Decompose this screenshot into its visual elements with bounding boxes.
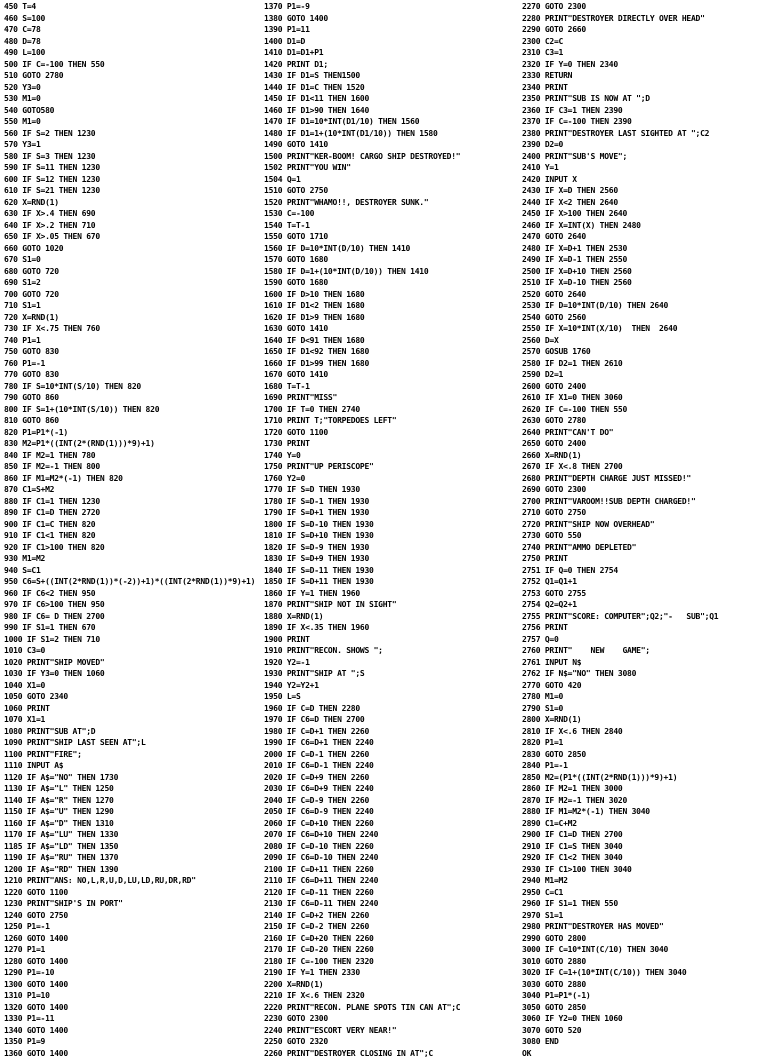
code-line: 610 IF S=21 THEN 1230 xyxy=(4,185,262,197)
code-line: 2510 IF X=D-10 THEN 2560 xyxy=(522,277,777,289)
code-line: 780 IF S=10*INT(S/10) THEN 820 xyxy=(4,381,262,393)
code-line: 2240 PRINT"ESCORT VERY NEAR!" xyxy=(264,1025,519,1037)
code-line: 980 IF C6= D THEN 2700 xyxy=(4,611,262,623)
code-line: 2190 IF Y=1 THEN 2330 xyxy=(264,967,519,979)
code-line: 1880 X=RND(1) xyxy=(264,611,519,623)
code-line: 760 P1=-1 xyxy=(4,358,262,370)
code-line: 2370 IF C=-100 THEN 2390 xyxy=(522,116,777,128)
code-line: 1504 Q=1 xyxy=(264,174,519,186)
code-line: 2650 GOTO 2400 xyxy=(522,438,777,450)
code-line: 1990 IF C6=D+1 THEN 2240 xyxy=(264,737,519,749)
code-line: 1030 IF Y3=0 THEN 1060 xyxy=(4,668,262,680)
code-line: 1520 PRINT"WHAMO!!, DESTROYER SUNK." xyxy=(264,197,519,209)
code-line: 990 IF S1=1 THEN 670 xyxy=(4,622,262,634)
code-line: 3070 GOTO 520 xyxy=(522,1025,777,1037)
code-line: 1930 PRINT"SHIP AT ";S xyxy=(264,668,519,680)
code-line: 2120 IF C=D-11 THEN 2260 xyxy=(264,887,519,899)
code-line: 2550 IF X=10*INT(X/10) THEN 2640 xyxy=(522,323,777,335)
code-line: 1410 D1=D1+P1 xyxy=(264,47,519,59)
code-line: 2780 M1=0 xyxy=(522,691,777,703)
code-line: 3000 IF C=10*INT(C/10) THEN 3040 xyxy=(522,944,777,956)
code-line: 2360 IF C3=1 THEN 2390 xyxy=(522,105,777,117)
code-line: 890 IF C1=D THEN 2720 xyxy=(4,507,262,519)
code-line: 520 Y3=0 xyxy=(4,82,262,94)
code-line: 2590 D2=1 xyxy=(522,369,777,381)
code-line: 2090 IF C6=D-10 THEN 2240 xyxy=(264,852,519,864)
code-line: 730 IF X<.75 THEN 760 xyxy=(4,323,262,335)
code-line: 2670 IF X<.8 THEN 2700 xyxy=(522,461,777,473)
code-line: 820 P1=P1*(-1) xyxy=(4,427,262,439)
code-line: 800 IF S=1+(10*INT(S/10)) THEN 820 xyxy=(4,404,262,416)
code-line: 2570 GOSUB 1760 xyxy=(522,346,777,358)
code-line: 1220 GOTO 1100 xyxy=(4,887,262,899)
code-line: 1460 IF D1>90 THEN 1640 xyxy=(264,105,519,117)
code-line: 3040 P1=P1*(-1) xyxy=(522,990,777,1002)
code-line: 1230 PRINT"SHIP'S IN PORT" xyxy=(4,898,262,910)
code-line: 2910 IF C1=S THEN 3040 xyxy=(522,841,777,853)
listing-column-2 xyxy=(264,1,519,1059)
code-line: 2400 PRINT"SUB'S MOVE"; xyxy=(522,151,777,163)
code-line: 1960 IF C=D THEN 2280 xyxy=(264,703,519,715)
code-line: 920 IF C1>100 THEN 820 xyxy=(4,542,262,554)
code-line: 3060 IF Y2=0 THEN 1060 xyxy=(522,1013,777,1025)
code-line: 1530 C=-100 xyxy=(264,208,519,220)
code-line: 1840 IF S=D-11 THEN 1930 xyxy=(264,565,519,577)
code-line: 2220 PRINT"RECON. PLANE SPOTS TIN CAN AT";C xyxy=(264,1002,519,1014)
code-line: 1450 IF D1<11 THEN 1600 xyxy=(264,93,519,105)
code-line: 2330 RETURN xyxy=(522,70,777,82)
code-line: 2050 IF C6=D-9 THEN 2240 xyxy=(264,806,519,818)
code-line: 2610 IF X1=0 THEN 3060 xyxy=(522,392,777,404)
code-line: 2730 GOTO 550 xyxy=(522,530,777,542)
code-line: 480 D=78 xyxy=(4,36,262,48)
code-line: 750 GOTO 830 xyxy=(4,346,262,358)
code-line: 1650 IF D1<92 THEN 1680 xyxy=(264,346,519,358)
code-line: 2680 PRINT"DEPTH CHARGE JUST MISSED!" xyxy=(522,473,777,485)
code-line: 1810 IF S=D+10 THEN 1930 xyxy=(264,530,519,542)
code-line: 1080 PRINT"SUB AT";D xyxy=(4,726,262,738)
code-line: 2300 C2=C xyxy=(522,36,777,48)
code-line: 3030 GOTO 2880 xyxy=(522,979,777,991)
code-line: 970 IF C6>100 THEN 950 xyxy=(4,599,262,611)
code-line: 1690 PRINT"MISS" xyxy=(264,392,519,404)
code-line: 1060 PRINT xyxy=(4,703,262,715)
code-line: 1490 GOTO 1410 xyxy=(264,139,519,151)
code-line: 2890 C1=C+M2 xyxy=(522,818,777,830)
code-line: 570 Y3=1 xyxy=(4,139,262,151)
listing-column-3 xyxy=(522,1,777,1059)
code-line: 2100 IF C=D+11 THEN 2260 xyxy=(264,864,519,876)
code-line: 1760 Y2=0 xyxy=(264,473,519,485)
code-line: 1140 IF A$="R" THEN 1270 xyxy=(4,795,262,807)
code-line: 1280 GOTO 1400 xyxy=(4,956,262,968)
code-line: 1020 PRINT"SHIP MOVED" xyxy=(4,657,262,669)
code-line: 2757 Q=0 xyxy=(522,634,777,646)
code-line: 2753 GOTO 2755 xyxy=(522,588,777,600)
code-line: 1720 GOTO 1100 xyxy=(264,427,519,439)
code-line: 740 P1=1 xyxy=(4,335,262,347)
code-line: 660 GOTO 1020 xyxy=(4,243,262,255)
code-line: 560 IF S=2 THEN 1230 xyxy=(4,128,262,140)
code-line: 1260 GOTO 1400 xyxy=(4,933,262,945)
code-line: 620 X=RND(1) xyxy=(4,197,262,209)
code-line: 1370 P1=-9 xyxy=(264,1,519,13)
code-line: 1480 IF D1=1+(10*INT(D1/10)) THEN 1580 xyxy=(264,128,519,140)
code-line: 2500 IF X=D+10 THEN 2560 xyxy=(522,266,777,278)
code-line: 1800 IF S=D-10 THEN 1930 xyxy=(264,519,519,531)
code-line: 2030 IF C6=D+9 THEN 2240 xyxy=(264,783,519,795)
code-line: 1320 GOTO 1400 xyxy=(4,1002,262,1014)
code-line: 1090 PRINT"SHIP LAST SEEN AT";L xyxy=(4,737,262,749)
code-line: 1100 PRINT"FIRE"; xyxy=(4,749,262,761)
code-line: 630 IF X>.4 THEN 690 xyxy=(4,208,262,220)
code-line: 1570 GOTO 1680 xyxy=(264,254,519,266)
code-line: 2440 IF X<2 THEN 2640 xyxy=(522,197,777,209)
code-line: 2940 M1=M2 xyxy=(522,875,777,887)
code-line: 2690 GOTO 2300 xyxy=(522,484,777,496)
code-line: 1380 GOTO 1400 xyxy=(264,13,519,25)
code-line: 2710 GOTO 2750 xyxy=(522,507,777,519)
code-line: 1590 GOTO 1680 xyxy=(264,277,519,289)
code-line: 1820 IF S=D-9 THEN 1930 xyxy=(264,542,519,554)
code-line: 1050 GOTO 2340 xyxy=(4,691,262,703)
code-line: 1830 IF S=D+9 THEN 1930 xyxy=(264,553,519,565)
code-line: 540 GOTO580 xyxy=(4,105,262,117)
code-line: 3010 GOTO 2880 xyxy=(522,956,777,968)
code-line: 2390 D2=0 xyxy=(522,139,777,151)
code-line: 1910 PRINT"RECON. SHOWS "; xyxy=(264,645,519,657)
code-line: 2800 X=RND(1) xyxy=(522,714,777,726)
code-line: 3050 GOTO 2850 xyxy=(522,1002,777,1014)
code-line: 1860 IF Y=1 THEN 1960 xyxy=(264,588,519,600)
code-line: 1190 IF A$="RU" THEN 1370 xyxy=(4,852,262,864)
code-line: 2810 IF X<.6 THEN 2840 xyxy=(522,726,777,738)
code-line: 2460 IF X=INT(X) THEN 2480 xyxy=(522,220,777,232)
code-line: 910 IF C1<1 THEN 820 xyxy=(4,530,262,542)
code-line: 2180 IF C=-100 THEN 2320 xyxy=(264,956,519,968)
code-line: 1630 GOTO 1410 xyxy=(264,323,519,335)
code-line: 1430 IF D1=S THEN1500 xyxy=(264,70,519,82)
code-line: 2380 PRINT"DESTROYER LAST SIGHTED AT ";C2 xyxy=(522,128,777,140)
code-line: 590 IF S=11 THEN 1230 xyxy=(4,162,262,174)
code-line: 2010 IF C6=D-1 THEN 2240 xyxy=(264,760,519,772)
code-line: 2980 PRINT"DESTROYER HAS MOVED" xyxy=(522,921,777,933)
code-line: 2990 GOTO 2800 xyxy=(522,933,777,945)
code-line: 650 IF X>.05 THEN 670 xyxy=(4,231,262,243)
code-line: 690 S1=2 xyxy=(4,277,262,289)
code-line: 3020 IF C=1+(10*INT(C/10)) THEN 3040 xyxy=(522,967,777,979)
code-line: 2170 IF C=D-20 THEN 2260 xyxy=(264,944,519,956)
code-line: 2530 IF D=10*INT(D/10) THEN 2640 xyxy=(522,300,777,312)
code-line: 1130 IF A$="L" THEN 1250 xyxy=(4,783,262,795)
code-line: 2470 GOTO 2640 xyxy=(522,231,777,243)
code-line: 1850 IF S=D+11 THEN 1930 xyxy=(264,576,519,588)
code-line: 1790 IF S=D+1 THEN 1930 xyxy=(264,507,519,519)
code-line: 1510 GOTO 2750 xyxy=(264,185,519,197)
code-line: 580 IF S=3 THEN 1230 xyxy=(4,151,262,163)
code-line: 2480 IF X=D+1 THEN 2530 xyxy=(522,243,777,255)
code-line: 2060 IF C=D+10 THEN 2260 xyxy=(264,818,519,830)
code-line: 2160 IF C=D+20 THEN 2260 xyxy=(264,933,519,945)
code-line: 2720 PRINT"SHIP NOW OVERHEAD" xyxy=(522,519,777,531)
code-line: 1610 IF D1<2 THEN 1680 xyxy=(264,300,519,312)
code-line: 1730 PRINT xyxy=(264,438,519,450)
code-line: 720 X=RND(1) xyxy=(4,312,262,324)
code-line: 640 IF X>.2 THEN 710 xyxy=(4,220,262,232)
code-line: 830 M2=P1*((INT(2*(RND(1)))*9)+1) xyxy=(4,438,262,450)
code-line: 900 IF C1=C THEN 820 xyxy=(4,519,262,531)
code-line: 1740 Y=0 xyxy=(264,450,519,462)
code-line: 1700 IF T=0 THEN 2740 xyxy=(264,404,519,416)
code-line: 2350 PRINT"SUB IS NOW AT ";D xyxy=(522,93,777,105)
code-line: 2310 C3=1 xyxy=(522,47,777,59)
code-line: 1010 C3=0 xyxy=(4,645,262,657)
code-line: 1770 IF S=D THEN 1930 xyxy=(264,484,519,496)
code-line: 2080 IF C=D-10 THEN 2260 xyxy=(264,841,519,853)
code-line: 2040 IF C=D-9 THEN 2260 xyxy=(264,795,519,807)
code-line: 1620 IF D1>9 THEN 1680 xyxy=(264,312,519,324)
code-line: 860 IF M1=M2*(-1) THEN 820 xyxy=(4,473,262,485)
code-line: 1900 PRINT xyxy=(264,634,519,646)
code-line: 2830 GOTO 2850 xyxy=(522,749,777,761)
code-line: 460 S=100 xyxy=(4,13,262,25)
code-line: 1340 GOTO 1400 xyxy=(4,1025,262,1037)
code-line: 880 IF C1=1 THEN 1230 xyxy=(4,496,262,508)
code-line: 2340 PRINT xyxy=(522,82,777,94)
code-line: 2755 PRINT"SCORE: COMPUTER";Q2;"- SUB";Q1 xyxy=(522,611,777,623)
code-line: 2250 GOTO 2320 xyxy=(264,1036,519,1048)
code-line: 2762 IF N$="NO" THEN 3080 xyxy=(522,668,777,680)
code-line: 2760 PRINT" NEW GAME"; xyxy=(522,645,777,657)
code-line: 2020 IF C=D+9 THEN 2260 xyxy=(264,772,519,784)
code-line: 950 C6=S+((INT(2*RND(1))*(-2))+1)*((INT(2*RND(1))*9)+1) xyxy=(4,576,262,588)
code-line: 2110 IF C6=D+11 THEN 2240 xyxy=(264,875,519,887)
code-line: 2930 IF C1>100 THEN 3040 xyxy=(522,864,777,876)
code-line: 2580 IF D2=1 THEN 2610 xyxy=(522,358,777,370)
code-line: 1640 IF D<91 THEN 1680 xyxy=(264,335,519,347)
code-line: 1580 IF D=1+(10*INT(D/10)) THEN 1410 xyxy=(264,266,519,278)
code-line: 810 GOTO 860 xyxy=(4,415,262,427)
code-line: 470 C=78 xyxy=(4,24,262,36)
code-line: 1710 PRINT T;"TORPEDOES LEFT" xyxy=(264,415,519,427)
code-line: 2000 IF C=D-1 THEN 2260 xyxy=(264,749,519,761)
code-line: 770 GOTO 830 xyxy=(4,369,262,381)
code-line: 2200 X=RND(1) xyxy=(264,979,519,991)
code-line: 1390 P1=11 xyxy=(264,24,519,36)
code-line: 2752 Q1=Q1+1 xyxy=(522,576,777,588)
code-line: 1780 IF S=D-1 THEN 1930 xyxy=(264,496,519,508)
code-line: 2660 X=RND(1) xyxy=(522,450,777,462)
code-line: 1470 IF D1=10*INT(D1/10) THEN 1560 xyxy=(264,116,519,128)
code-line: 2540 GOTO 2560 xyxy=(522,312,777,324)
code-line: 670 S1=0 xyxy=(4,254,262,266)
code-line: 1300 GOTO 1400 xyxy=(4,979,262,991)
code-line: 1270 P1=1 xyxy=(4,944,262,956)
code-line: 1160 IF A$="D" THEN 1310 xyxy=(4,818,262,830)
code-line: 2900 IF C1=D THEN 2700 xyxy=(522,829,777,841)
code-line: 2420 INPUT X xyxy=(522,174,777,186)
code-line: 1240 GOTO 2750 xyxy=(4,910,262,922)
code-line: 2150 IF C=D-2 THEN 2260 xyxy=(264,921,519,933)
code-line: 1980 IF C=D+1 THEN 2260 xyxy=(264,726,519,738)
code-line: 2960 IF S1=1 THEN 550 xyxy=(522,898,777,910)
code-line: 2970 S1=1 xyxy=(522,910,777,922)
code-line: 1920 Y2=-1 xyxy=(264,657,519,669)
code-line: 2754 Q2=Q2+1 xyxy=(522,599,777,611)
code-line: 1440 IF D1=C THEN 1520 xyxy=(264,82,519,94)
code-line: 1560 IF D=10*INT(D/10) THEN 1410 xyxy=(264,243,519,255)
code-line: 940 S=C1 xyxy=(4,565,262,577)
code-line: 1040 X1=0 xyxy=(4,680,262,692)
code-line: 1500 PRINT"KER-BOOM! CARGO SHIP DESTROYED!" xyxy=(264,151,519,163)
code-line: 510 GOTO 2780 xyxy=(4,70,262,82)
code-line: 3080 END xyxy=(522,1036,777,1048)
code-line: 2740 PRINT"AMMO DEPLETED" xyxy=(522,542,777,554)
code-line: 2870 IF M2=-1 THEN 3020 xyxy=(522,795,777,807)
code-line: 1210 PRINT"ANS: NO,L,R,U,D,LU,LD,RU,DR,RD" xyxy=(4,875,262,887)
code-line: 840 IF M2=1 THEN 780 xyxy=(4,450,262,462)
listing-column-1 xyxy=(4,1,262,1059)
code-line: 960 IF C6<2 THEN 950 xyxy=(4,588,262,600)
code-line: 490 L=100 xyxy=(4,47,262,59)
code-line: 2850 M2=(P1*((INT(2*RND(1)))*9)+1) xyxy=(522,772,777,784)
code-line: 1750 PRINT"UP PERISCOPE" xyxy=(264,461,519,473)
code-line: 1170 IF A$="LU" THEN 1330 xyxy=(4,829,262,841)
code-line: 2770 GOTO 420 xyxy=(522,680,777,692)
code-line: 2600 GOTO 2400 xyxy=(522,381,777,393)
code-line: 550 M1=0 xyxy=(4,116,262,128)
code-line: 2761 INPUT N$ xyxy=(522,657,777,669)
code-line: 1870 PRINT"SHIP NOT IN SIGHT" xyxy=(264,599,519,611)
code-line: 2790 S1=0 xyxy=(522,703,777,715)
code-line: 1360 GOTO 1400 xyxy=(4,1048,262,1059)
code-line: 2280 PRINT"DESTROYER DIRECTLY OVER HEAD" xyxy=(522,13,777,25)
code-line: 790 GOTO 860 xyxy=(4,392,262,404)
code-line: 2130 IF C6=D-11 THEN 2240 xyxy=(264,898,519,910)
code-line: 1330 P1=-11 xyxy=(4,1013,262,1025)
code-line: 2700 PRINT"VAROOM!!SUB DEPTH CHARGED!" xyxy=(522,496,777,508)
code-line: 2630 GOTO 2780 xyxy=(522,415,777,427)
code-line: 1350 P1=9 xyxy=(4,1036,262,1048)
code-line: 2880 IF M1=M2*(-1) THEN 3040 xyxy=(522,806,777,818)
code-line: 1680 T=T-1 xyxy=(264,381,519,393)
code-line: 1250 P1=-1 xyxy=(4,921,262,933)
code-line: 710 S1=1 xyxy=(4,300,262,312)
code-line: 1290 P1=-10 xyxy=(4,967,262,979)
code-line: 870 C1=S+M2 xyxy=(4,484,262,496)
code-line: 2450 IF X>100 THEN 2640 xyxy=(522,208,777,220)
code-line: 1940 Y2=Y2+1 xyxy=(264,680,519,692)
code-line: 1550 GOTO 1710 xyxy=(264,231,519,243)
code-line: 2860 IF M2=1 THEN 3000 xyxy=(522,783,777,795)
code-line: 2270 GOTO 2300 xyxy=(522,1,777,13)
code-line: 1890 IF X<.35 THEN 1960 xyxy=(264,622,519,634)
code-line: 2230 GOTO 2300 xyxy=(264,1013,519,1025)
code-line: 2290 GOTO 2660 xyxy=(522,24,777,36)
code-line: 500 IF C=-100 THEN 550 xyxy=(4,59,262,71)
code-line: 1185 IF A$="LD" THEN 1350 xyxy=(4,841,262,853)
code-line: 1950 L=S xyxy=(264,691,519,703)
code-line: 2820 P1=1 xyxy=(522,737,777,749)
code-line: 2560 D=X xyxy=(522,335,777,347)
code-line: 930 M1=M2 xyxy=(4,553,262,565)
code-line: 1120 IF A$="NO" THEN 1730 xyxy=(4,772,262,784)
code-line: 2640 PRINT"CAN'T DO" xyxy=(522,427,777,439)
code-line: 2320 IF Y=0 THEN 2340 xyxy=(522,59,777,71)
code-line: 1502 PRINT"YOU WIN" xyxy=(264,162,519,174)
code-line: 2756 PRINT xyxy=(522,622,777,634)
code-line: 2920 IF C1<2 THEN 3040 xyxy=(522,852,777,864)
code-line: 530 M1=0 xyxy=(4,93,262,105)
code-line: 1420 PRINT D1; xyxy=(264,59,519,71)
code-line: 1110 INPUT A$ xyxy=(4,760,262,772)
code-line: 1200 IF A$="RD" THEN 1390 xyxy=(4,864,262,876)
code-line: 700 GOTO 720 xyxy=(4,289,262,301)
code-line: 1150 IF A$="U" THEN 1290 xyxy=(4,806,262,818)
code-line: 2751 IF Q=0 THEN 2754 xyxy=(522,565,777,577)
code-line: 2520 GOTO 2640 xyxy=(522,289,777,301)
code-line: 2140 IF C=D+2 THEN 2260 xyxy=(264,910,519,922)
code-line: 680 GOTO 720 xyxy=(4,266,262,278)
code-line: 1070 X1=1 xyxy=(4,714,262,726)
code-line: 1670 GOTO 1410 xyxy=(264,369,519,381)
code-line: 2260 PRINT"DESTROYER CLOSING IN AT";C xyxy=(264,1048,519,1059)
code-line: 2950 C=C1 xyxy=(522,887,777,899)
code-line: 1970 IF C6=D THEN 2700 xyxy=(264,714,519,726)
code-line: 2620 IF C=-100 THEN 550 xyxy=(522,404,777,416)
code-line: 450 T=4 xyxy=(4,1,262,13)
code-line: 1660 IF D1>99 THEN 1680 xyxy=(264,358,519,370)
code-line: 2070 IF C6=D+10 THEN 2240 xyxy=(264,829,519,841)
code-line: 850 IF M2=-1 THEN 800 xyxy=(4,461,262,473)
code-line: 1310 P1=10 xyxy=(4,990,262,1002)
code-line: 1400 D1=D xyxy=(264,36,519,48)
code-line: 2750 PRINT xyxy=(522,553,777,565)
code-line: 2410 Y=1 xyxy=(522,162,777,174)
code-line: 2490 IF X=D-1 THEN 2550 xyxy=(522,254,777,266)
code-line: 2430 IF X=D THEN 2560 xyxy=(522,185,777,197)
code-line: 1540 T=T-1 xyxy=(264,220,519,232)
code-line: OK xyxy=(522,1048,777,1059)
code-line: 1000 IF S1=2 THEN 710 xyxy=(4,634,262,646)
code-line: 1600 IF D>10 THEN 1680 xyxy=(264,289,519,301)
code-line: 2210 IF X<.6 THEN 2320 xyxy=(264,990,519,1002)
code-line: 600 IF S=12 THEN 1230 xyxy=(4,174,262,186)
code-line: 2840 P1=-1 xyxy=(522,760,777,772)
